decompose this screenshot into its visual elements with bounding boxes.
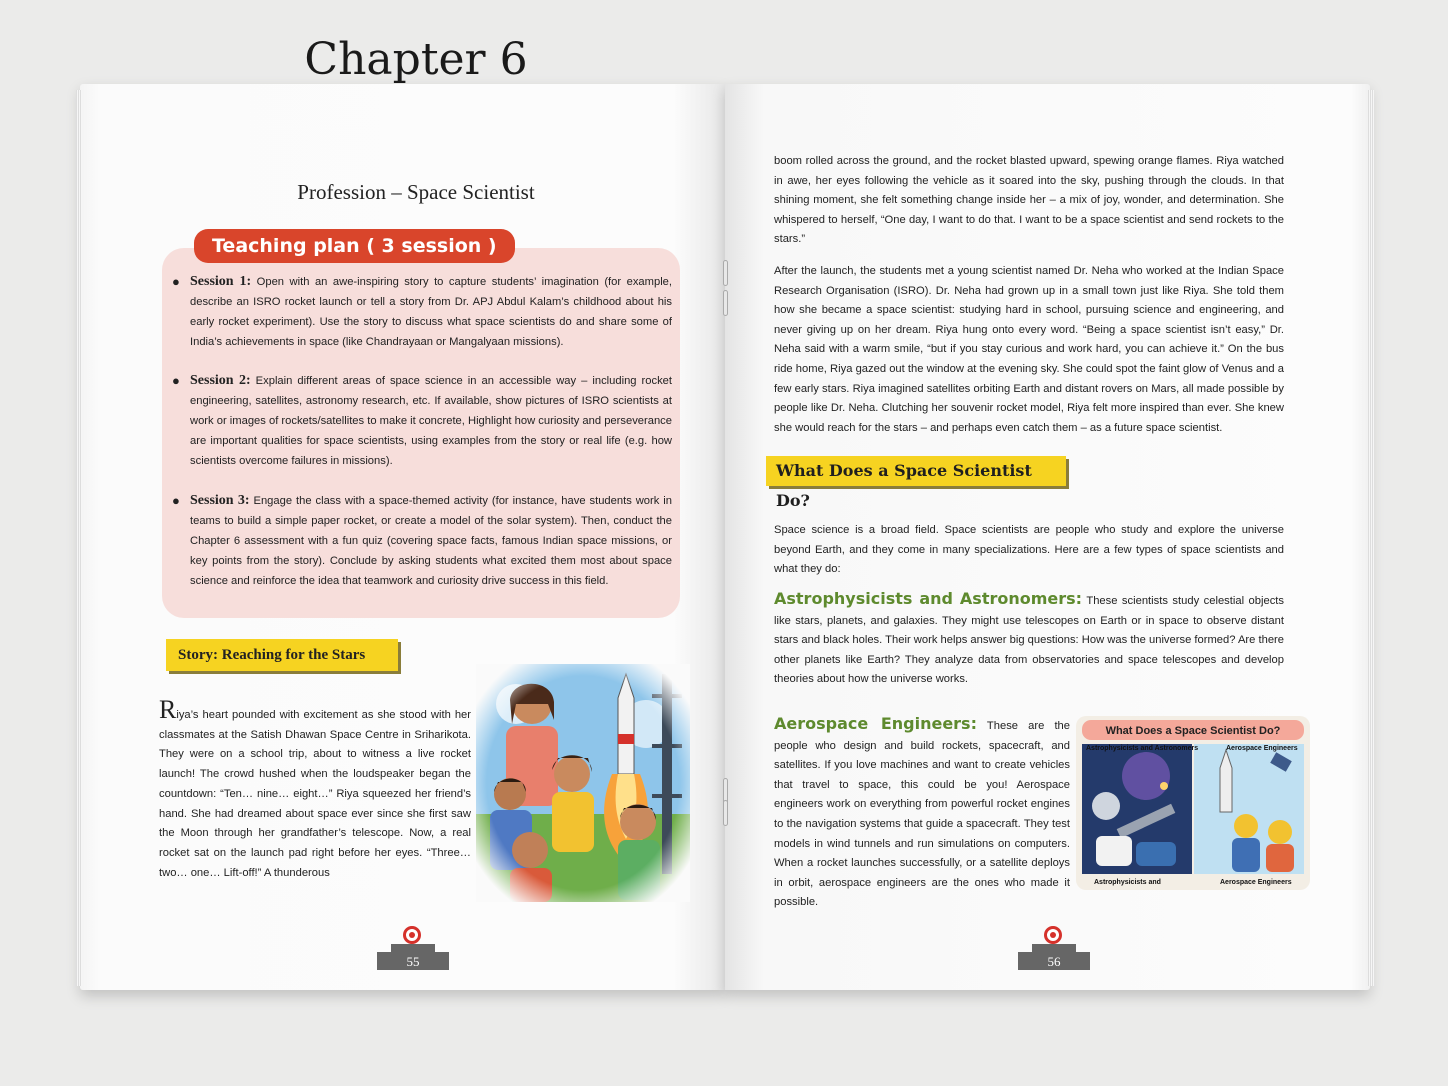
story-illustration <box>476 664 690 902</box>
session-text: Engage the class with a space-themed activity (for instance, have students work in teams to build a simple paper rocket, or create a model of the solar system). Then, conduct the Chapter 6 assessment with a fun quiz (covering space facts, famous Indian space missions, or key points from the story). Conclude by asking students what excited them most about space science and reinforce the idea that teamwork and curiosity drive success in this field. <box>190 495 672 587</box>
chapter-subtitle: Profession – Space Scientist <box>297 180 535 204</box>
session-item <box>172 272 673 352</box>
staple <box>723 290 728 316</box>
staple <box>723 800 728 826</box>
story-heading: Story: Reaching for the Stars <box>166 639 398 671</box>
session-label: Session 1: <box>190 274 252 289</box>
target-icon <box>1044 926 1062 944</box>
target-icon <box>403 926 421 944</box>
astro-text: These scientists study celestial objects like stars, planets, and galaxies. They might use telescopes on Earth or in space to observe distant stars and black holes. Their work helps answer big questions: How was the universe formed? Are there other planets like Earth? They analyze data from observatories and space telescopes and develop theories about how the universe works. <box>774 595 1284 686</box>
page-edge <box>1368 90 1374 986</box>
story-paragraph: After the launch, the students met a young scientist named Dr. Neha who worked at the Indian Space Research Organisation (ISRO). Dr. Neha had grown up in a small town just like Riya. She told them how she became a space scientist: studying hard in school, pursuing science and engineering, and never giving up on her dream. Riya hung onto every word. “Being a space scientist isn’t easy,” Dr. Neha said with a warm smile, “but if you stay curious and work hard, you can achieve it.” On the bus ride home, Riya gazed out the window at the evening sky. She could spot the faint glow of Venus and a few early stars. Riya imagined satellites orbiting Earth and distant rovers on Mars, all made possible by people like Dr. Neha. Clutching her souvenir rocket model, Riya felt more inspired than ever. She knew she would reach for the stars – and perhaps even catch them – as a future space scientist. <box>774 265 1284 434</box>
page-number: 55 <box>406 954 420 969</box>
drop-cap: R <box>159 695 177 724</box>
astro-section <box>774 589 1284 690</box>
infographic-label-bl: Astrophysicists and <box>1094 879 1161 886</box>
teaching-plan-tab: Teaching plan ( 3 session ) <box>194 229 515 263</box>
page-number-badge <box>1018 928 1090 968</box>
bullet-icon: ● <box>172 493 180 508</box>
infographic-label-tl: Astrophysicists and Astronomers <box>1086 745 1199 752</box>
page-edge <box>76 90 82 986</box>
story-paragraph <box>159 695 471 883</box>
story-text: iya’s heart pounded with excitement as she stood with her classmates at the Satish Dhawan Space Centre in Sriharikota. They were on a school trip, about to witness a live rocket launch! The crowd hushed when the loudspeaker began the countdown: “Ten… nine… eight…” Riya squeezed her friend’s hand. She had dreamed about space ever since she first saw the Moon through her grandfather’s telescope. Now, a real rocket sat on the launch pad right before her eyes. “Three… two… one… Lift-off!” A thunderous <box>159 709 471 879</box>
intro-paragraph: Space science is a broad field. Space scientists are people who study and explore the universe beyond Earth, and they come in many specializations. Here are a few types of space scientists and what they do: <box>774 524 1284 576</box>
bullet-icon: ● <box>172 373 180 388</box>
infographic-title: What Does a Space Scientist Do? <box>1105 725 1281 737</box>
aero-heading: Aerospace Engineers: <box>774 714 977 733</box>
astro-heading: Astrophysicists and Astronomers: <box>774 589 1083 608</box>
session-item <box>172 371 673 471</box>
session-label: Session 3: <box>190 493 250 508</box>
aero-text: These are the people who design and build rockets, spacecraft, and satellites. If you love machines and want to create vehicles that travel to space, this could be you! Aerospace engineers work on everything from powerful rocket engines to the navigation systems that guide a spacecraft. They test models in wind tunnels and run simulations on computers. When a rocket launches successfully, or a satellite deploys in orbit, aerospace engineers are the ones who made it possible. <box>774 720 1070 909</box>
section-heading: What Does a Space Scientist Do? <box>766 456 1066 486</box>
chapter-title: Chapter 6 <box>304 34 528 85</box>
page-number: 56 <box>1047 954 1061 969</box>
infographic-label-br: Aerospace Engineers <box>1220 879 1292 886</box>
staple <box>723 260 728 286</box>
session-text: Explain different areas of space science in an accessible way – including rocket engineering, satellites, astronomy research, etc. If available, show pictures of ISRO scientists at work or images of rockets/satellites to make it concrete, Highlight how curiosity and perseverance are important qualities for space scientists, using examples from the story or real life (e.g. how scientists overcome failures in missions). <box>190 375 673 467</box>
page-number-badge <box>377 928 449 968</box>
story-paragraph: boom rolled across the ground, and the rocket blasted upward, spewing orange flames. Riya watched in awe, her eyes following the vehicle as it soared into the sky, pushing through the clouds. In that shining moment, she felt something change inside her – a mix of joy, wonder, and determination. She whispered to herself, “One day, I want to do that. I want to be a space scientist and send rockets to the stars.” <box>774 155 1284 246</box>
session-label: Session 2: <box>190 373 251 388</box>
space-scientist-infographic <box>1076 716 1310 890</box>
bullet-icon: ● <box>172 274 180 289</box>
aero-section <box>774 714 1070 913</box>
session-item <box>172 491 672 591</box>
infographic-label-tr: Aerospace Engineers <box>1226 745 1298 752</box>
session-text: Open with an awe-inspiring story to capture students’ imagination (for example, describe an ISRO rocket launch or tell a story from Dr. APJ Abdul Kalam’s childhood about his early rocket experiment). Use the story to discuss what space scientists do and share some of India’s achievements in space (like Chandrayaan or Mangalyaan missions). <box>190 276 673 348</box>
